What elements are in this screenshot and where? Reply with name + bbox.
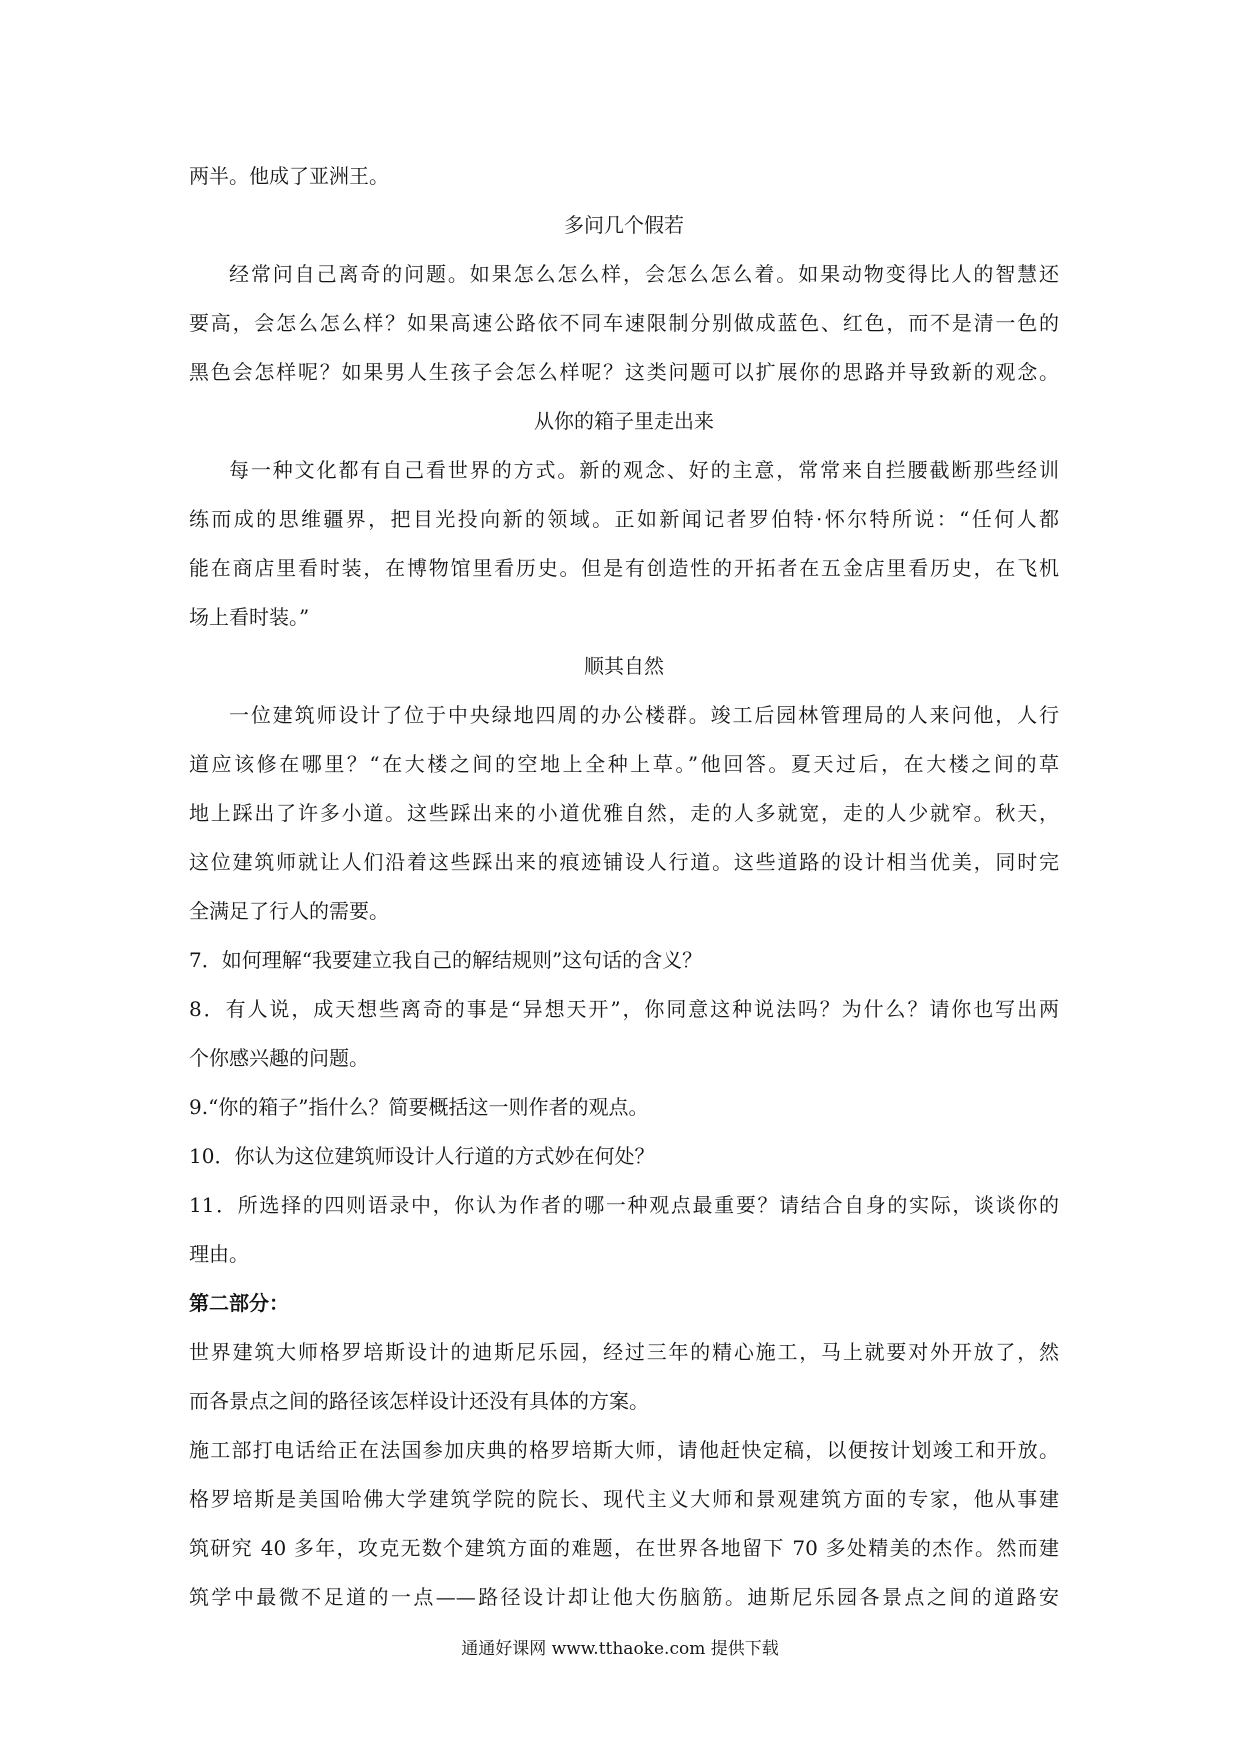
text-line: 9.“你的箱子”指什么？简要概括这一则作者的观点。 xyxy=(189,1095,649,1119)
page-footer: 通通好课网 www.tthaoke.com 提供下载 xyxy=(461,1639,779,1659)
text-line: 8．有人说，成天想些离奇的事是“异想天开”，你同意这种说法吗？为什么？请你也写出两 xyxy=(189,997,1059,1021)
text-line: 场上看时装。” xyxy=(189,605,310,629)
text-line: 地上踩出了许多小道。这些踩出来的小道优雅自然，走的人多就宽，走的人少就窄。秋天， xyxy=(189,801,1059,825)
text-line: 10．你认为这位建筑师设计人行道的方式妙在何处？ xyxy=(189,1144,655,1168)
text-line: 第二部分： xyxy=(189,1291,289,1315)
text-line: 这位建筑师就让人们沿着这些踩出来的痕迹铺设人行道。这些道路的设计相当优美，同时完 xyxy=(189,850,1059,874)
text-line: 全满足了行人的需要。 xyxy=(189,899,389,923)
text-line: 要高，会怎么怎么样？如果高速公路依不同车速限制分别做成蓝色、红色，而不是清一色的 xyxy=(189,311,1059,335)
text-line: 筑学中最微不足道的一点——路径设计却让他大伤脑筋。迪斯尼乐园各景点之间的道路安 xyxy=(189,1585,1059,1609)
text-line: 施工部打电话给正在法国参加庆典的格罗培斯大师，请他赶快定稿，以便按计划竣工和开放。 xyxy=(189,1438,1059,1462)
section-heading: 从你的箱子里走出来 xyxy=(534,409,714,433)
text-line: 黑色会怎样呢？如果男人生孩子会怎么样呢？这类问题可以扩展你的思路并导致新的观念。 xyxy=(189,360,1059,384)
text-line: 经常问自己离奇的问题。如果怎么怎么样，会怎么怎么着。如果动物变得比人的智慧还 xyxy=(229,262,1059,286)
text-line: 个你感兴趣的问题。 xyxy=(189,1046,369,1070)
text-line: 11．所选择的四则语录中，你认为作者的哪一种观点最重要？请结合自身的实际，谈谈你的 xyxy=(189,1193,1059,1217)
text-line: 一位建筑师设计了位于中央绿地四周的办公楼群。竣工后园林管理局的人来问他，人行 xyxy=(229,703,1059,727)
text-line: 世界建筑大师格罗培斯设计的迪斯尼乐园，经过三年的精心施工，马上就要对外开放了，然 xyxy=(189,1340,1059,1364)
text-line: 练而成的思维疆界，把目光投向新的领域。正如新闻记者罗伯特·怀尔特所说：“任何人都 xyxy=(189,507,1059,531)
text-line: 道应该修在哪里？“在大楼之间的空地上全种上草。”他回答。夏天过后，在大楼之间的草 xyxy=(189,752,1059,776)
text-line: 格罗培斯是美国哈佛大学建筑学院的院长、现代主义大师和景观建筑方面的专家，他从事建 xyxy=(189,1487,1059,1511)
text-line: 而各景点之间的路径该怎样设计还没有具体的方案。 xyxy=(189,1389,649,1413)
text-line: 能在商店里看时装，在博物馆里看历史。但是有创造性的开拓者在五金店里看历史，在飞机 xyxy=(189,556,1059,580)
section-heading: 顺其自然 xyxy=(584,654,664,678)
text-line: 理由。 xyxy=(189,1242,249,1266)
text-line: 筑研究 40 多年，攻克无数个建筑方面的难题，在世界各地留下 70 多处精美的杰作。然而建 xyxy=(189,1536,1059,1560)
text-line: 每一种文化都有自己看世界的方式。新的观念、好的主意，常常来自拦腰截断那些经训 xyxy=(229,458,1059,482)
text-line: 7．如何理解“我要建立我自己的解结规则”这句话的含义？ xyxy=(189,948,703,972)
text-line: 两半。他成了亚洲王。 xyxy=(189,164,389,188)
document-body xyxy=(189,152,1059,1622)
section-heading: 多问几个假若 xyxy=(564,213,684,237)
